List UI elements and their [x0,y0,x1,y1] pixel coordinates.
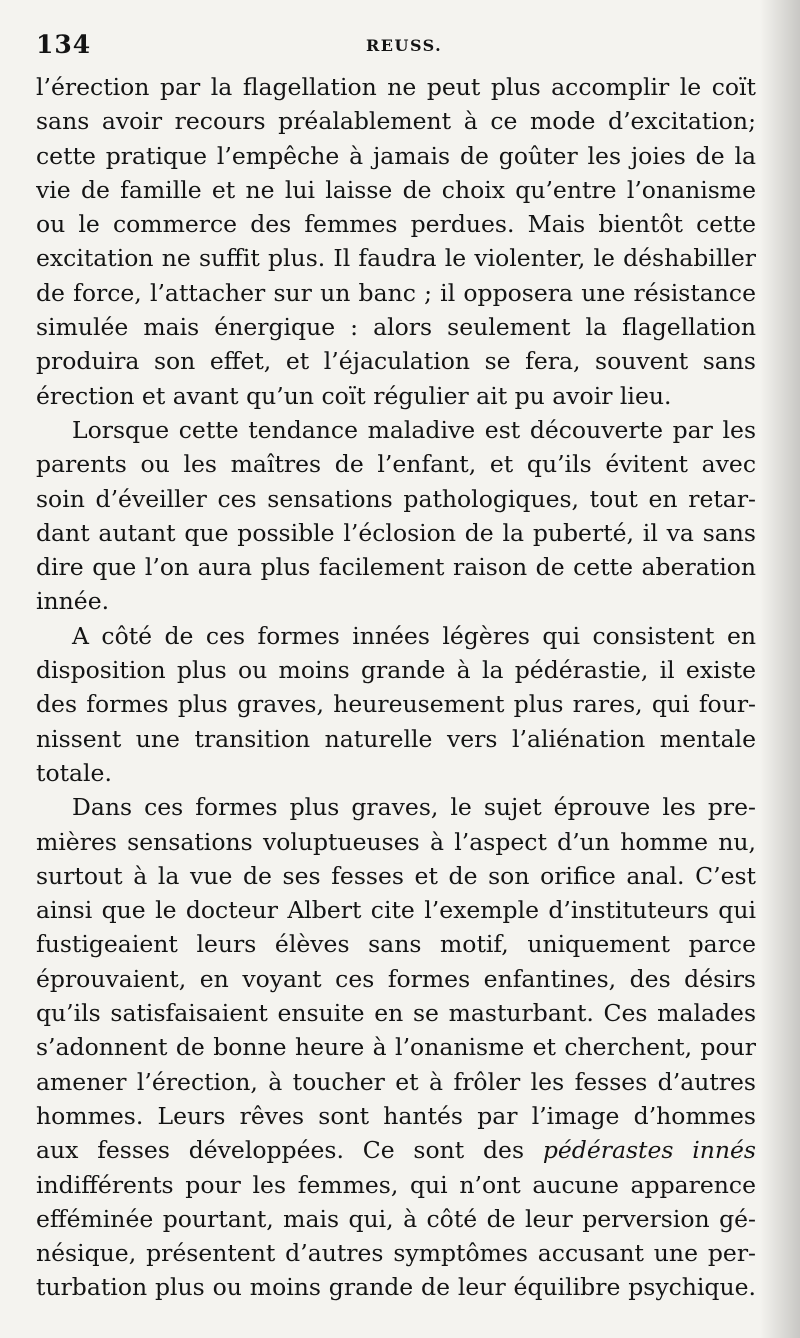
text-line: produira son effet, et l’éjaculation se fera, souvent sans [36,347,756,376]
text-segment: aux fesses développées. Ce sont des [36,1136,525,1165]
paragraph-4 [36,790,756,1304]
text-line: indifférents pour les femmes, qui n’ont aucune apparence [36,1170,756,1199]
text-line: mières sensations voluptueuses à l’aspect d’un homme nu, [36,827,756,856]
text-line: des formes plus graves, heureusement plus rares, qui four- [36,690,756,719]
text-line: innée. [36,587,110,616]
text-line: s’adonnent de bonne heure à l’onanisme et cherchent, pour [36,1033,756,1062]
text-line: nésique, présentent d’autres symptômes accusant une per- [36,1239,756,1268]
page-number: 134 [36,30,92,59]
text-line: nissent une transition naturelle vers l’aliénation mentale [36,724,756,753]
text-line: fustigeaient leurs élèves sans motif, uniquement parce [36,930,756,959]
page-edge-shadow [760,0,800,1338]
text-line: parents ou les maîtres de l’enfant, et qu’ils évitent avec [36,450,756,479]
text-line: l’érection par la flagellation ne peut plus accomplir le coït [36,73,756,101]
text-line: dant autant que possible l’éclosion de la puberté, il va sans [36,518,756,547]
text-line: simulée mais énergique : alors seulement la flagellation [36,313,756,342]
text-line: de force, l’attacher sur un banc ; il opposera une résistance [36,278,756,307]
text-line: qu’ils satisfaisaient ensuite en se masturbant. Ces malades [36,999,756,1028]
text-line: Dans ces formes plus graves, le sujet éprouve les pre- [72,793,756,822]
body-text [36,70,756,1305]
text-line: sans avoir recours préalablement à ce mode d’excitation; [36,107,756,136]
text-line: amener l’érection, à toucher et à frôler les fesses d’autres [36,1067,756,1096]
paragraph-1 [36,70,756,413]
text-line: surtout à la vue de ses fesses et de son orifice anal. C’est [36,861,756,890]
text-line: Lorsque cette tendance maladive est découverte par les [72,415,756,444]
text-line: cette pratique l’empêche à jamais de goûter les joies de la [36,141,756,170]
running-head: REUSS. [366,36,443,55]
text-line: disposition plus ou moins grande à la pédérastie, il existe [36,656,756,685]
paragraph-2 [36,413,756,619]
text-line: dire que l’on aura plus facilement raison de cette aberation [36,553,756,582]
text-line: turbation plus ou moins grande de leur équilibre psychique. [36,1273,756,1302]
page-header [36,30,766,62]
text-line: érection et avant qu’un coït régulier ait pu avoir lieu. [36,381,672,410]
text-line: éprouvaient, en voyant ces formes enfantines, des désirs [36,964,756,993]
text-line-with-italic [36,1133,756,1167]
text-line: hommes. Leurs rêves sont hantés par l’image d’hommes [36,1101,756,1130]
text-line: ainsi que le docteur Albert cite l’exemple d’instituteurs qui [36,896,756,925]
text-line: efféminée pourtant, mais qui, à côté de leur perversion gé- [36,1204,756,1233]
text-line: vie de famille et ne lui laisse de choix qu’entre l’onanisme [36,175,756,204]
italic-phrase: pédérastes innés [542,1136,756,1165]
text-line: soin d’éveiller ces sensations pathologiques, tout en retar- [36,484,756,513]
text-line: ou le commerce des femmes perdues. Mais bientôt cette [36,210,756,239]
text-line: A côté de ces formes innées légères qui consistent en [72,621,756,650]
paragraph-3 [36,619,756,790]
text-line: totale. [36,758,112,787]
text-line: excitation ne suffit plus. Il faudra le violenter, le déshabiller [36,244,756,273]
